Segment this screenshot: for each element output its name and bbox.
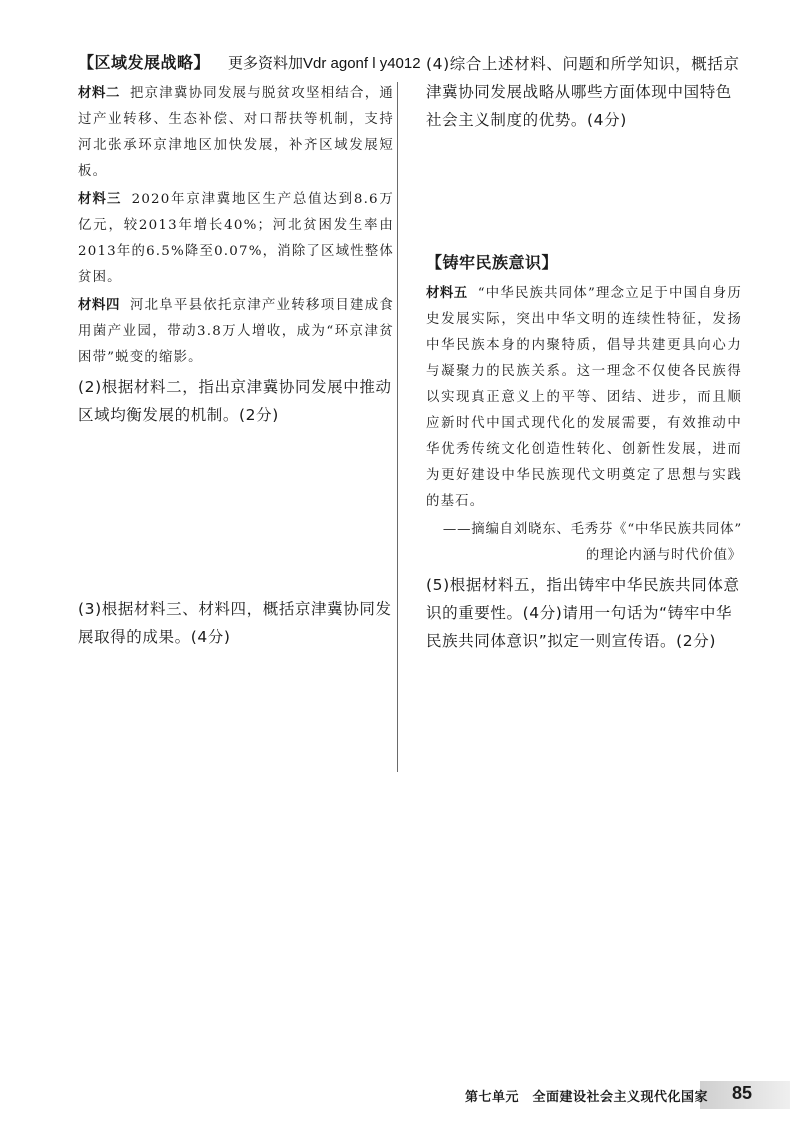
question-3: (3)根据材料三、材料四，概括京津冀协同发展取得的成果。(4分) xyxy=(78,600,392,646)
section-title-regional: 【区域发展战略】 xyxy=(78,53,211,72)
section-title-ethnic: 【铸牢民族意识】 xyxy=(426,253,559,272)
material-5 xyxy=(426,281,742,515)
material-2-label: 材料二 xyxy=(78,86,120,101)
source-citation-line-2: 的理论内涵与时代价值》 xyxy=(585,548,742,563)
watermark-text: 更多资料加Vdr agonf l y4012 xyxy=(228,55,421,72)
material-5-text: “中华民族共同体”理念立足于中国自身历史发展实际，突出中华文明的连续性特征，发扬中华民族本身的内聚特质，倡导共建更具向心力与凝聚力的民族关系。这一理念不仅使各民族得以实现真正意义上的平等、团结、进步，而且顺应新时代中国式现代化的发展需要，有效推动中华优秀传统文化创造性转化、创新性发展，进而为更好建设中华民族现代文明奠定了思想与实践的基石。 xyxy=(426,286,742,509)
material-4 xyxy=(78,293,394,371)
material-4-text: 河北阜平县依托京津产业转移项目建成食用菌产业园，带动3.8万人增收，成为“环京津贫困带”蜕变的缩影。 xyxy=(78,298,395,365)
column-divider xyxy=(397,82,398,772)
left-column xyxy=(78,50,394,651)
question-5: (5)根据材料五，指出铸牢中华民族共同体意识的重要性。(4分)请用一句话为“铸牢中华民族共同体意识”拟定一则宣传语。(2分) xyxy=(426,576,740,650)
question-2: (2)根据材料二，指出京津冀协同发展中推动区域均衡发展的机制。(2分) xyxy=(78,378,392,424)
unit-title: 第七单元 全面建设社会主义现代化国家 xyxy=(464,1090,708,1105)
question-4: (4)综合上述材料、问题和所学知识，概括京津冀协同发展战略从哪些方面体现中国特色社会主义制度的优势。(4分) xyxy=(426,55,740,129)
material-2 xyxy=(78,81,394,185)
right-column xyxy=(426,50,742,655)
material-3 xyxy=(78,187,394,291)
material-2-text: 把京津冀协同发展与脱贫攻坚相结合，通过产业转移、生态补偿、对口帮扶等机制，支持河北张承环京津地区加快发展，补齐区域发展短板。 xyxy=(78,86,395,179)
page-footer xyxy=(440,1081,800,1109)
page-number: 85 xyxy=(731,1083,752,1103)
answer-space-q2 xyxy=(78,429,394,595)
material-3-text: 2020年京津冀地区生产总值达到8.6万亿元，较2013年增长40%；河北贫困发生率由2013年的6.5%降至0.07%，消除了区域性整体贫困。 xyxy=(78,192,395,285)
source-citation-line-1: ——摘编自刘晓东、毛秀芬《“中华民族共同体” xyxy=(442,522,742,537)
material-4-label: 材料四 xyxy=(78,298,120,313)
material-5-label: 材料五 xyxy=(426,286,468,301)
answer-space-q4 xyxy=(426,134,742,250)
material-3-label: 材料三 xyxy=(78,192,122,207)
